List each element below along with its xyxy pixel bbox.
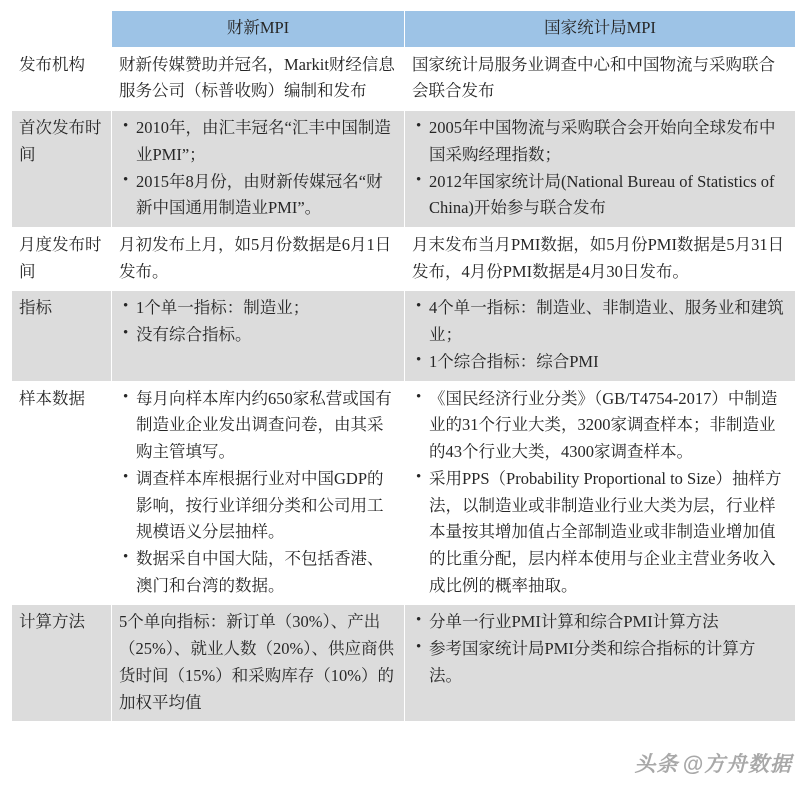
list-item: • 没有综合指标。 xyxy=(136,322,397,349)
list-item: • 参考国家统计局PMI分类和综合指标的计算方法。 xyxy=(429,636,788,689)
cell-caixin-monthly-release xyxy=(112,228,405,291)
list-item: • 4个单一指标：制造业、非制造业、服务业和建筑业； xyxy=(429,295,788,348)
bullet-list xyxy=(412,386,788,600)
cell-paragraph: 5个单向指标：新订单（30%）、产出（25%）、就业人数（20%）、供应商供货时间（15%）和采购库存（10%）的加权平均值 xyxy=(119,612,394,712)
list-item: • 调查样本库根据行业对中国GDP的影响，按行业详细分类和公司用工规模语义分层抽样。 xyxy=(136,466,397,546)
bullet-list xyxy=(412,295,788,375)
list-item: • 2005年中国物流与采购联合会开始向全球发布中国采购经理指数； xyxy=(429,115,788,168)
cell-nbs-calculation-method xyxy=(405,605,796,722)
list-item: • 2015年8月份，由财新传媒冠名“财新中国通用制造业PMI”。 xyxy=(136,169,397,222)
cell-caixin-first-release xyxy=(112,111,405,228)
watermark-handle: @方舟数据 xyxy=(682,753,792,776)
header-cell-nbs: 国家统计局MPI xyxy=(405,11,796,48)
table-row xyxy=(12,605,796,722)
list-item: • 每月向样本库内约650家私营或国有制造业企业发出调查问卷，由其采购主管填写。 xyxy=(136,386,397,466)
table-row xyxy=(12,228,796,291)
row-label-sample-data: 样本数据 xyxy=(12,381,112,605)
cell-caixin-publisher xyxy=(112,47,405,110)
pmi-comparison-table xyxy=(11,10,796,722)
row-label-monthly-release: 月度发布时间 xyxy=(12,228,112,291)
list-item: • 分单一行业PMI计算和综合PMI计算方法 xyxy=(429,609,788,636)
cell-caixin-calculation-method xyxy=(112,605,405,722)
bullet-list xyxy=(412,609,788,689)
bullet-list xyxy=(412,115,788,222)
row-label-first-release: 首次发布时间 xyxy=(12,111,112,228)
cell-paragraph: 月末发布当月PMI数据，如5月份PMI数据是5月31日发布，4月份PMI数据是4月30日发布。 xyxy=(412,235,785,281)
table-row xyxy=(12,47,796,110)
list-item: • 采用PPS（Probability Proportional to Size）抽样方法，以制造业或非制造业行业大类为层，行业样本量按其增加值占全部制造业或非制造业增加值的比重分配，层内样本使用与企业主营业务收入成比例的概率抽取。 xyxy=(429,466,788,600)
cell-paragraph: 月初发布上月，如5月份数据是6月1日发布。 xyxy=(119,235,392,281)
cell-paragraph: 国家统计局服务业调查中心和中国物流与采购联合会联合发布 xyxy=(412,54,775,101)
cell-caixin-indicators xyxy=(112,291,405,381)
list-item: • 1个综合指标：综合PMI xyxy=(429,349,788,376)
comparison-table-wrapper xyxy=(11,10,795,722)
header-corner-cell xyxy=(12,11,112,48)
list-item: • 《国民经济行业分类》（GB/T4754-2017）中制造业的31个行业大类，3200家调查样本；非制造业的43个行业大类，4300家调查样本。 xyxy=(429,386,788,466)
header-row xyxy=(12,11,796,48)
cell-nbs-sample-data xyxy=(405,381,796,605)
bullet-list xyxy=(119,386,397,600)
cell-nbs-publisher xyxy=(405,47,796,110)
cell-nbs-first-release xyxy=(405,111,796,228)
row-label-indicators: 指标 xyxy=(12,291,112,381)
list-item: • 数据采自中国大陆，不包括香港、澳门和台湾的数据。 xyxy=(136,546,397,599)
table-row xyxy=(12,291,796,381)
table-header xyxy=(12,11,796,48)
row-label-publisher: 发布机构 xyxy=(12,47,112,110)
list-item: • 2010年，由汇丰冠名“汇丰中国制造业PMI”； xyxy=(136,115,397,168)
watermark xyxy=(635,748,792,778)
list-item: • 2012年国家统计局(National Bureau of Statistics of China)开始参与联合发布 xyxy=(429,169,788,222)
cell-nbs-indicators xyxy=(405,291,796,381)
cell-caixin-sample-data xyxy=(112,381,405,605)
table-row xyxy=(12,381,796,605)
table-body xyxy=(12,47,796,722)
bullet-list xyxy=(119,295,397,348)
row-label-calculation-method: 计算方法 xyxy=(12,605,112,722)
bullet-list xyxy=(119,115,397,222)
list-item: • 1个单一指标：制造业； xyxy=(136,295,397,322)
watermark-platform-tag: 头条 xyxy=(634,753,679,776)
table-row xyxy=(12,111,796,228)
cell-paragraph: 财新传媒赞助并冠名，Markit财经信息服务公司（标普收购）编制和发布 xyxy=(119,54,395,101)
header-cell-caixin: 财新MPI xyxy=(112,11,405,48)
cell-nbs-monthly-release xyxy=(405,228,796,291)
